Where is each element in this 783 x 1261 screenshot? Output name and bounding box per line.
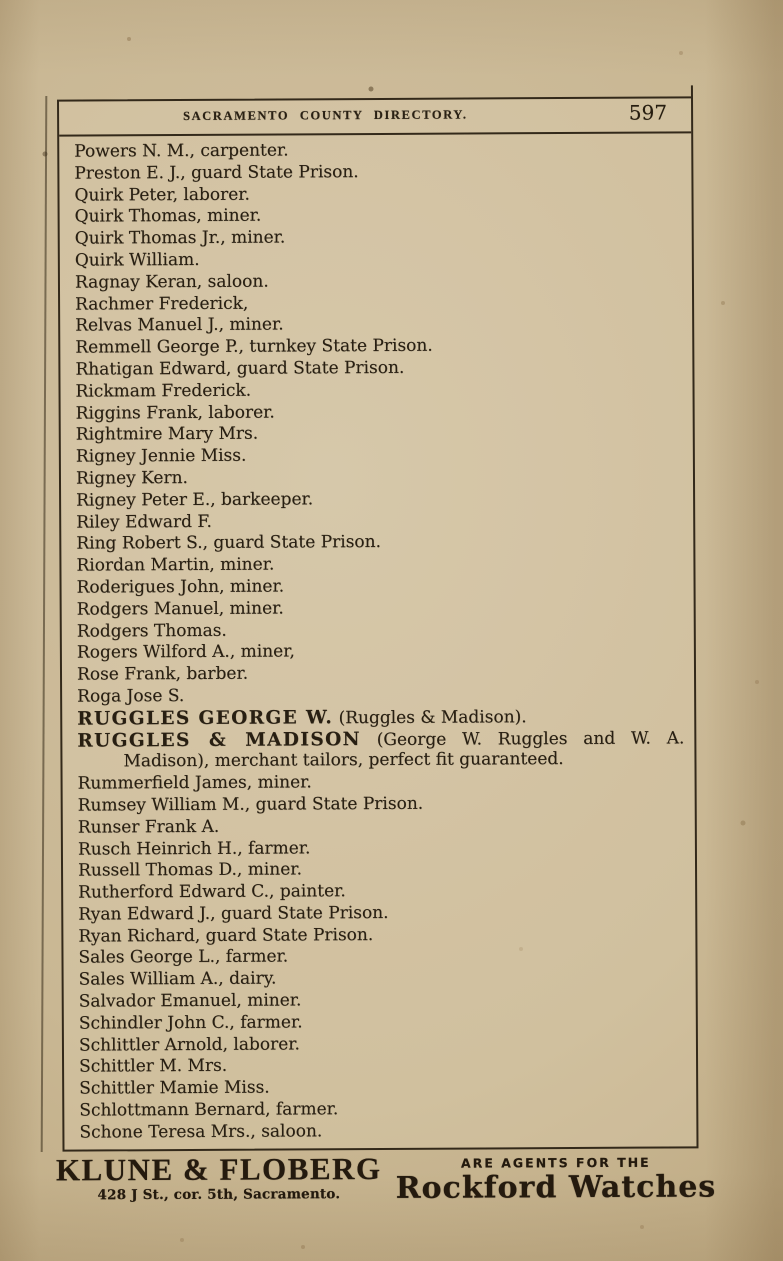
directory-entry: RUGGLES GEORGE W. (Ruggles & Madison). (77, 706, 527, 730)
directory-entry: Rickmam Frederick. (75, 380, 252, 402)
directory-entry: Sales George L., farmer. (78, 946, 289, 969)
directory-entry: Rigney Peter E., barkeeper. (76, 489, 314, 511)
directory-entry: Rodgers Thomas. (76, 620, 227, 642)
directory-entry: Roga Jose S. (77, 685, 185, 707)
entry-lead-name: RUGGLES & MADISON (77, 728, 362, 752)
directory-entry: Quirk Thomas Jr., miner. (74, 227, 286, 249)
directory-entry: Sales William A., dairy. (78, 968, 277, 990)
directory-entry: Rummerfield James, miner. (77, 772, 312, 794)
page-header (59, 98, 691, 136)
directory-entry: Schone Teresa Mrs., saloon. (79, 1121, 323, 1143)
directory-entry: Preston E. J., guard State Prison. (74, 161, 359, 184)
directory-entry: Rigney Kern. (75, 467, 188, 489)
directory-entry: Riordan Martin, miner. (76, 554, 275, 576)
directory-entry: Rhatigan Edward, guard State Prison. (75, 357, 405, 380)
directory-entry: RUGGLES & MADISON (George W. Ruggles and W. A. (77, 727, 685, 752)
directory-entry: Rumsey William M., guard State Prison. (77, 793, 424, 816)
directory-listing (59, 133, 696, 1144)
directory-entry: Relvas Manuel J., miner. (75, 314, 284, 336)
ad-product-name: Rockford Watches (395, 1169, 717, 1206)
directory-entry: Remmell George P., turnkey State Prison. (75, 335, 433, 358)
directory-entry: Schlottmann Bernard, farmer. (79, 1099, 339, 1121)
page-title: SACRAMENTO COUNTY DIRECTORY. (183, 107, 468, 124)
directory-entry: Quirk Peter, laborer. (74, 184, 250, 206)
directory-entry: Rodgers Manuel, miner. (76, 598, 284, 620)
page-number: 597 (628, 100, 668, 125)
directory-entry: Rachmer Frederick, (75, 293, 249, 315)
advertiser-name: KLUNE & FLOBERG (55, 1150, 382, 1188)
directory-entry: Rose Frank, barber. (76, 663, 249, 685)
directory-entry: Rightmire Mary Mrs. (75, 423, 259, 445)
directory-entry: Schittler Mamie Miss. (79, 1077, 270, 1099)
left-margin-line (41, 96, 47, 1152)
directory-entry: Schlittler Arnold, laborer. (78, 1034, 300, 1056)
directory-page-frame (57, 96, 698, 1151)
directory-entry: Madison), merchant tailors, perfect fit guaranteed. (123, 749, 564, 772)
directory-entry: Schittler M. Mrs. (79, 1056, 228, 1078)
directory-entry: Rusch Heinrich H., farmer. (77, 837, 311, 860)
directory-entry: Rigney Jennie Miss. (75, 445, 247, 467)
advertiser-block (55, 1150, 382, 1204)
directory-entry: Riley Edward F. (76, 511, 212, 533)
entry-lead-name: RUGGLES GEORGE W. (77, 706, 334, 730)
advertiser-address: 428 J St., cor. 5th, Sacramento. (97, 1186, 341, 1204)
footer-advertisement (55, 1150, 717, 1207)
ad-tagline: ARE AGENTS FOR THE (460, 1154, 651, 1171)
directory-entry: Ragnay Keran, saloon. (74, 271, 269, 293)
directory-entry: Quirk Thomas, miner. (74, 205, 262, 227)
ad-product-block (382, 1152, 717, 1205)
directory-entry: Riggins Frank, laborer. (75, 402, 275, 424)
directory-entry: Powers N. M., carpenter. (74, 140, 289, 162)
directory-entry: Rogers Wilford A., miner, (76, 641, 295, 663)
directory-entry: Rutherford Edward C., painter. (78, 881, 346, 903)
directory-entry: Ring Robert S., guard State Prison. (76, 532, 382, 554)
directory-entry: Russell Thomas D., miner. (77, 859, 302, 881)
directory-entry: Quirk William. (74, 249, 200, 271)
paper-specks (0, 0, 2, 2)
border-overshoot-line (691, 85, 693, 98)
directory-entry: Ryan Richard, guard State Prison. (78, 924, 374, 947)
directory-entry: Schindler John C., farmer. (78, 1012, 303, 1034)
directory-entry: Runser Frank A. (77, 816, 220, 838)
directory-entry: Roderigues John, miner. (76, 576, 285, 598)
directory-entry: Ryan Edward J., guard State Prison. (78, 902, 389, 925)
directory-entry: Salvador Emanuel, miner. (78, 990, 302, 1012)
